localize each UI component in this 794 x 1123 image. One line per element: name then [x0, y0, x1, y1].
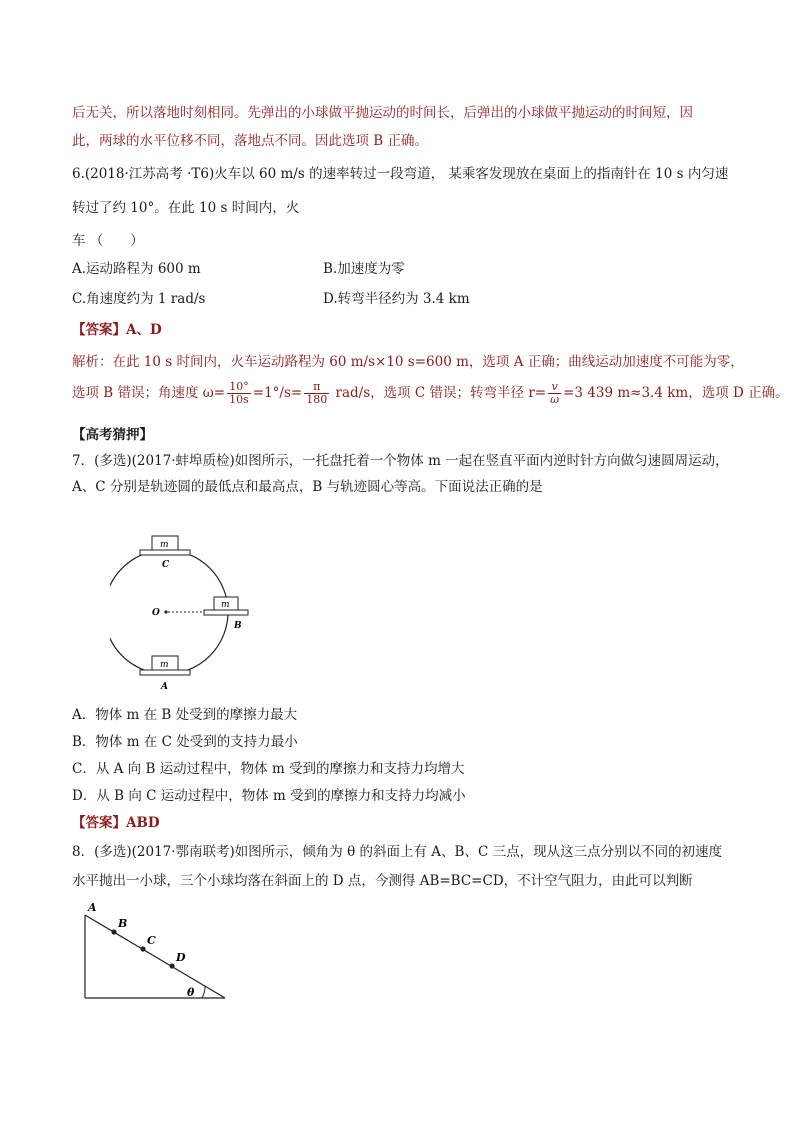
point-c-label: C: [147, 934, 156, 947]
q7-option-d: D．从 B 向 C 运动过程中，物体 m 受到的摩擦力和支持力均减小: [72, 788, 466, 804]
center-o-label: O: [152, 608, 160, 618]
prev-solution-line-2: 此，两球的水平位移不同，落地点不同。因此选项 B 正确。: [72, 133, 429, 149]
point-d-label: D: [176, 951, 186, 964]
theta-label: θ: [187, 986, 195, 999]
point-c-label: C: [162, 560, 170, 570]
tray-bottom: [140, 670, 190, 675]
section-title: 【高考猜押】: [72, 427, 153, 443]
q7-stem-line-1: 7．(多选)(2017·蚌埠质检)如图所示，一托盘托着一个物体 m 一起在竖直平面内逆时针方向做匀速圆周运动，: [72, 453, 729, 469]
q6-answer: 【答案】A、D: [72, 322, 162, 338]
fraction-pi-over-180: $\frac{\pi}{180}$: [306, 380, 328, 406]
point-a-label: A: [161, 682, 168, 692]
prev-solution-line-1: 后无关，所以落地时刻相同。先弹出的小球做平抛运动的时间长，后弹出的小球做平抛运动的时间短，因: [72, 105, 693, 121]
q6-analysis-line-2: [72, 378, 789, 408]
point-a-label: A: [88, 901, 97, 914]
q6-stem-line-2: 转过了约 10°。在此 10 s 时间内，火: [72, 200, 300, 216]
point-b-dot: [111, 929, 116, 934]
point-b-label: B: [118, 917, 128, 930]
q6-stem-line-1: 6.(2018·江苏高考 ·T6)火车以 60 m/s 的速率转过一段弯道， 某乘客发现放在桌面上的指南针在 10 s 内匀速: [72, 166, 729, 182]
analysis-text-1: 选项 B 错误；角速度 ω=: [72, 385, 226, 401]
mass-label-right: m: [221, 600, 230, 610]
fraction-v-over-omega: $\frac{v}{\omega}$: [550, 380, 560, 406]
q6-option-d: D.转弯半径约为 3.4 km: [323, 291, 470, 307]
q7-circular-motion-figure: [110, 530, 270, 695]
q8-stem-line-2: 水平抛出一小球，三个小球均落在斜面上的 D 点，今测得 AB=BC=CD，不计空气阻力，由此可以判断: [72, 873, 693, 889]
q6-analysis-line-1: 解析：在此 10 s 时间内，火车运动路程为 60 m/s×10 s=600 m，选项 A 正确；曲线运动加速度不可能为零，: [72, 354, 744, 370]
angle-arc: [202, 986, 205, 998]
mass-label-top: m: [160, 540, 169, 550]
q7-answer: 【答案】ABD: [72, 815, 160, 831]
mass-label-bottom: m: [160, 660, 169, 670]
analysis-text-3: rad/s，选项 C 错误；转弯半径 r=: [331, 385, 547, 401]
q7-option-b: B．物体 m 在 C 处受到的支持力最小: [72, 734, 298, 750]
point-d-dot: [169, 963, 174, 968]
q6-stem-line-3: 车 （ ）: [72, 233, 144, 249]
tray-right: [204, 610, 248, 615]
q6-option-a: A.运动路程为 600 m: [72, 261, 201, 277]
q6-option-c: C.角速度约为 1 rad/s: [72, 291, 206, 307]
q7-stem-line-2: A、C 分别是轨迹圆的最低点和最高点，B 与轨迹圆心等高。下面说法正确的是: [72, 479, 543, 495]
incline-slope: [85, 915, 225, 998]
analysis-text-4: =3 439 m≈3.4 km，选项 D 正确。: [563, 385, 789, 401]
analysis-text-2: =1°/s=: [252, 385, 303, 401]
point-b-label: B: [234, 621, 242, 631]
q8-incline-figure: [70, 895, 240, 1005]
point-c-dot: [140, 946, 145, 951]
tray-top: [140, 550, 190, 555]
q8-stem-line-1: 8．(多选)(2017·鄂南联考)如图所示，倾角为 θ 的斜面上有 A、B、C 三点，现从这三点分别以不同的初速度: [72, 844, 723, 860]
fraction-angle-over-time: $\frac{10^\circ}{10s}$: [229, 380, 249, 406]
q7-option-c: C．从 A 向 B 运动过程中，物体 m 受到的摩擦力和支持力均增大: [72, 761, 465, 777]
q6-option-b: B.加速度为零: [323, 261, 405, 277]
center-dot: [164, 610, 167, 613]
q7-option-a: A．物体 m 在 B 处受到的摩擦力最大: [72, 707, 298, 723]
